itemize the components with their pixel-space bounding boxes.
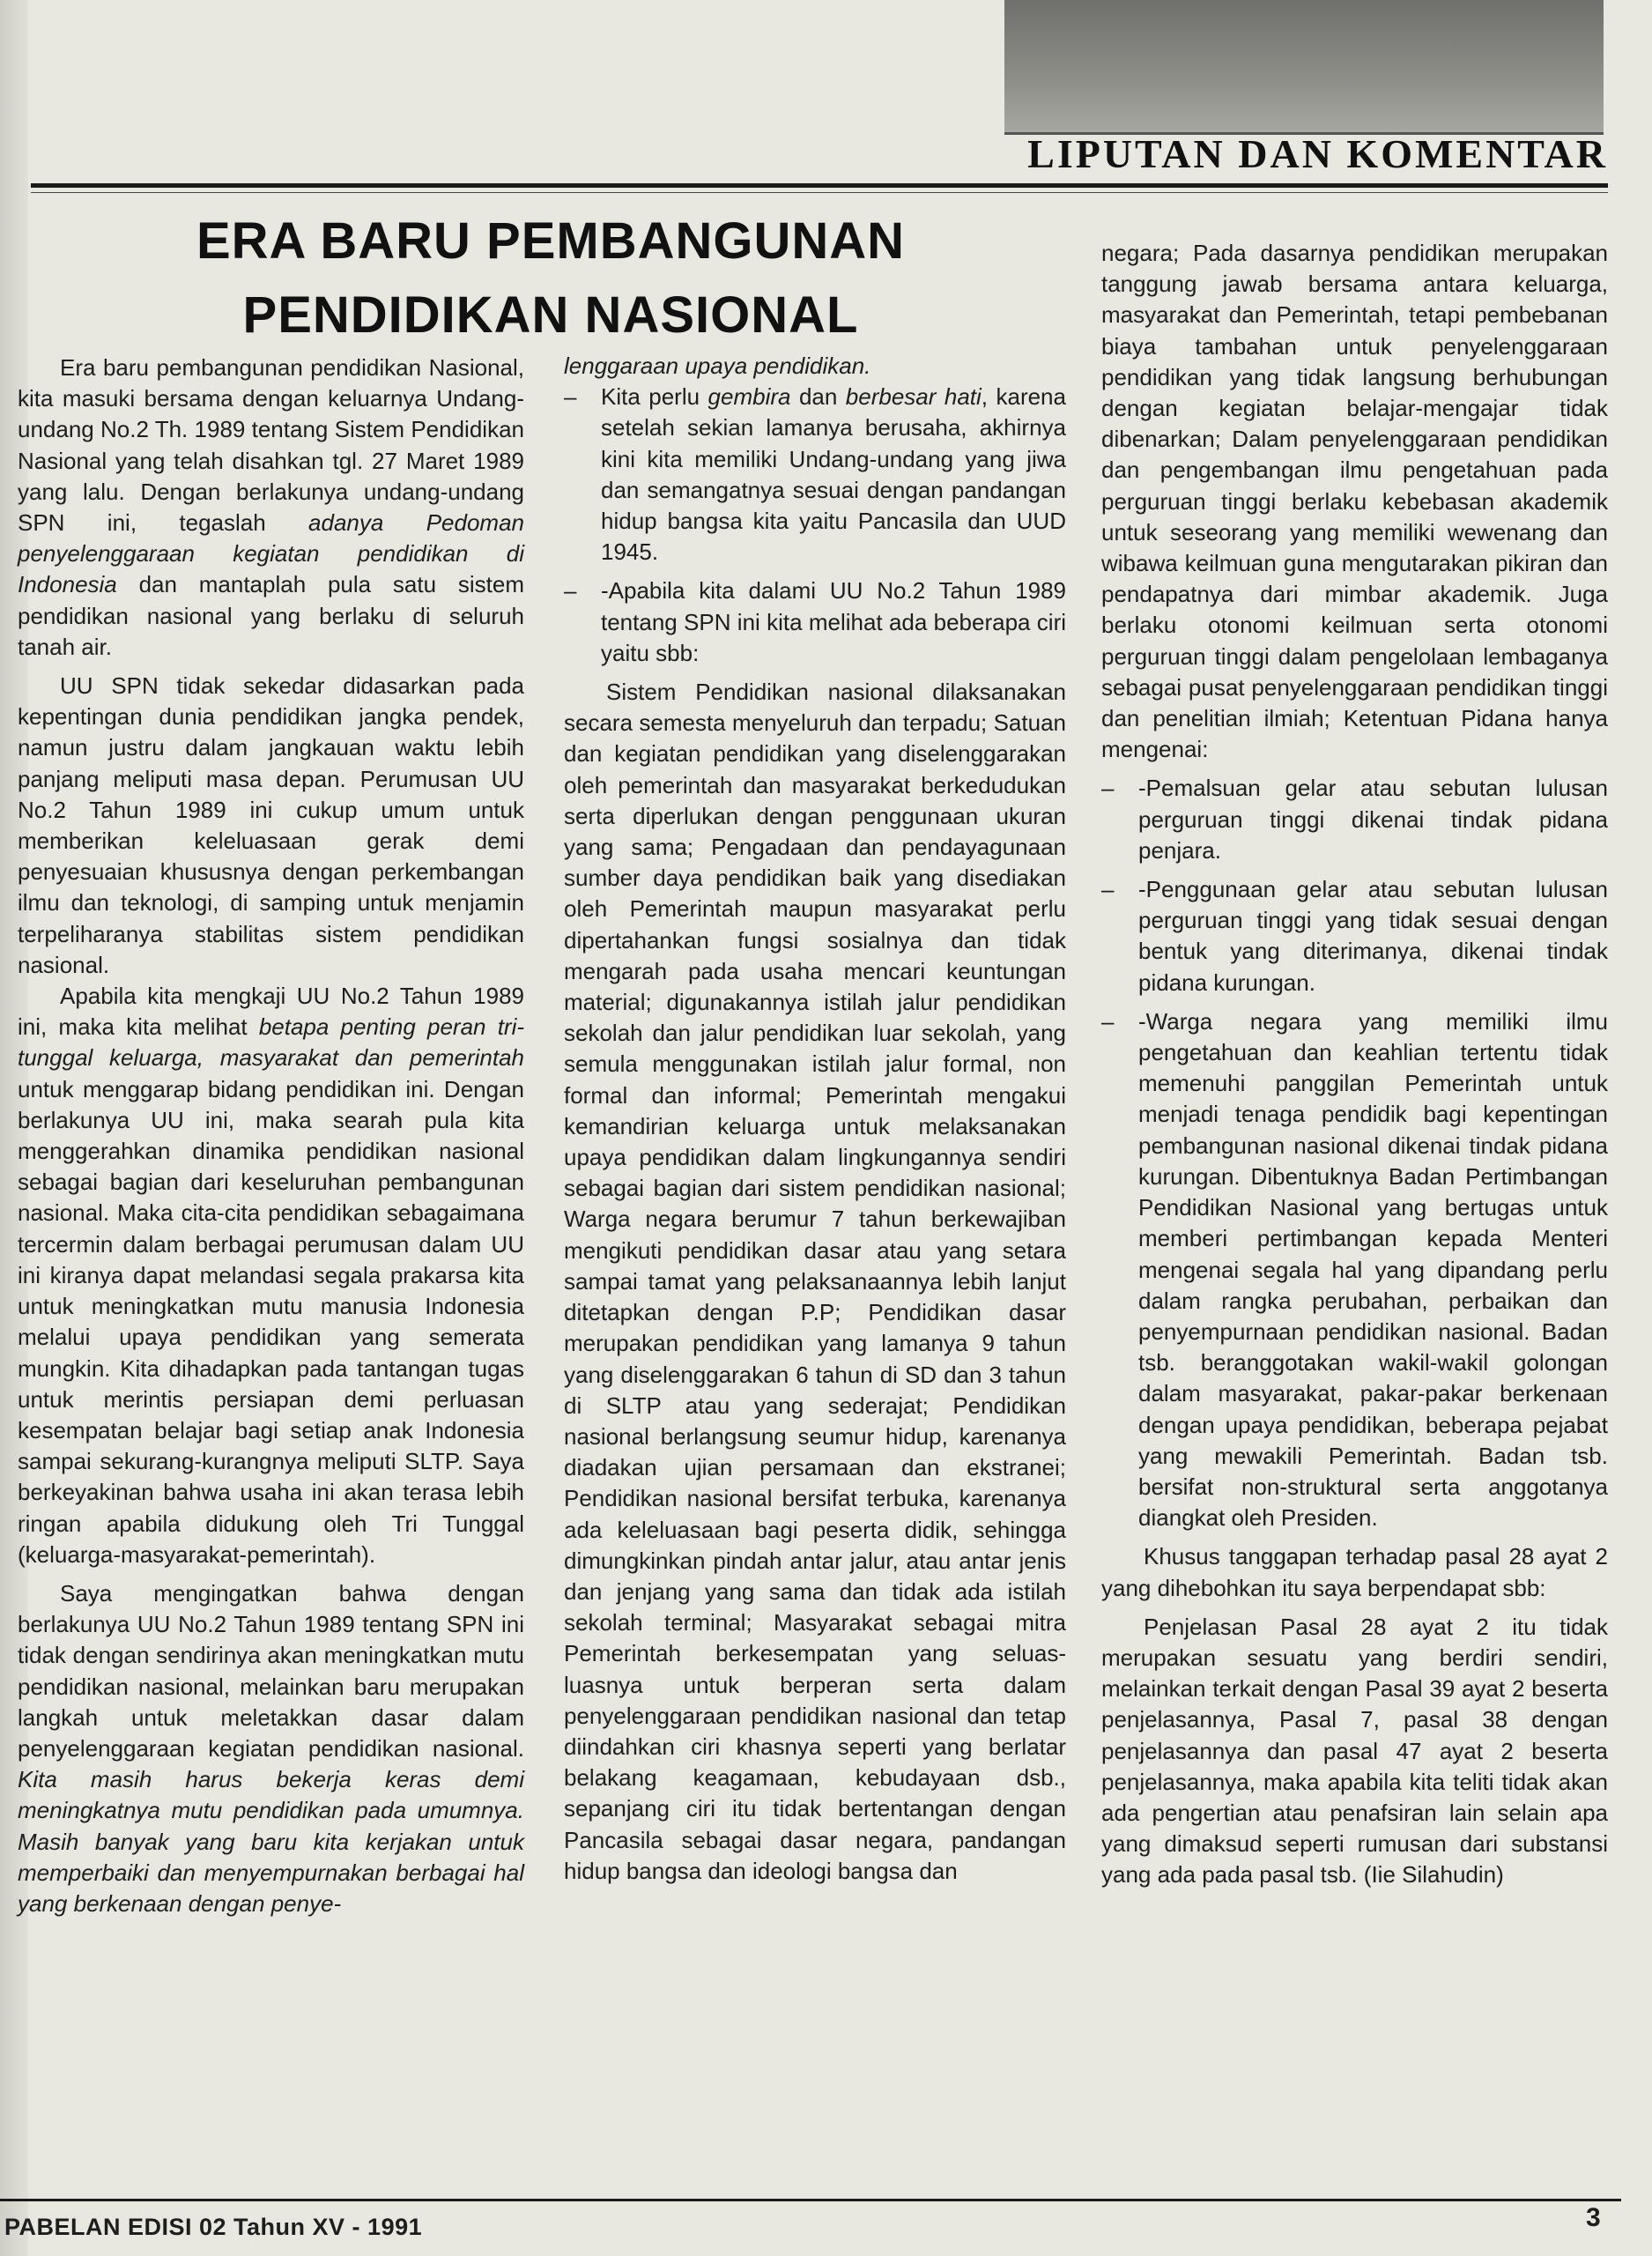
article-column-1: [18, 352, 524, 1919]
dash-bullet: –: [564, 577, 577, 605]
article-column-3: [1101, 238, 1608, 1891]
dash-bullet: –: [564, 383, 577, 411]
list-item: – -Apabila kita dalami UU No.2 Tahun 1989 tentang SPN ini kita melihat ada beberapa ciri yaitu sbb:: [564, 575, 1066, 669]
paragraph: Penjelasan Pasal 28 ayat 2 itu tidak merupakan sesuatu yang berdiri sendiri, melainkan terkait dengan Pasal 39 ayat 2 beserta penjelasannya, Pasal 7, pasal 38 dengan penjelasannya dan pasal 47 ayat 2 beserta penjelasannya, maka apabila kita teliti tidak akan ada pengertian atau penafsiran lain selain apa yang dimaksud seperti rumusan dari substansi yang ada pada pasal tsb. (Iie Silahudin): [1101, 1613, 1608, 1889]
list-item: – -Pemalsuan gelar atau sebutan lulusan perguruan tinggi dikenai tindak pidana penjara.: [1101, 773, 1608, 866]
footer-rule: [0, 2199, 1621, 2201]
publication-info: PABELAN EDISI 02 Tahun XV - 1991: [4, 2214, 423, 2240]
section-label: LIPUTAN DAN KOMENTAR: [1027, 131, 1608, 176]
dash-bullet: –: [1101, 1007, 1115, 1035]
paragraph: UU SPN tidak sekedar didasarkan pada kepentingan dunia pendidikan jangka pendek, namun justru dalam jangkauan waktu lebih panjang meliputi masa depan. Perumusan UU No.2 Tahun 1989 ini cukup umum untuk memberikan keleluasaan gerak demi penyesuaian khususnya dengan perkembangan ilmu dan teknologi, di samping untuk menjamin terpeliharanya stabilitas sistem pendidikan nasional.: [18, 672, 524, 978]
dash-bullet: –: [1101, 775, 1115, 802]
article-headline: [53, 204, 1048, 352]
headline-line-1: ERA BARU PEMBANGUNAN: [196, 212, 906, 270]
paragraph: Khusus tanggapan terhadap pasal 28 ayat 2 yang dihebohkan itu saya berpendapat sbb:: [1101, 1543, 1608, 1601]
dash-bullet: –: [1101, 876, 1115, 903]
paragraph: Sistem Pendidikan nasional dilaksanakan secara semesta menyeluruh dan terpadu; Satuan dan kegiatan pendidikan yang diselenggarakan oleh pemerintah dan masyarakat berkedudukan serta diperlukan dengan penggunaan ukuran yang sama; Pengadaan dan pendayagunaan sumber daya pendidikan baik yang disediakan oleh Pemerintah maupun masyarakat perlu dipertahankan fungsi sosialnya dan tidak mengarah pada usaha mencari keuntungan material; digunakannya istilah jalur pendidikan sekolah dan jalur pendidikan luar sekolah, yang semula menggunakan istilah jalur formal, non formal dan informal; Pemerintah mengakui kemandirian keluarga untuk melaksanakan upaya pendidikan dalam lingkungannya sendiri sebagai bagian dari sistem pendidikan nasional; Warga negara berumur 7 tahun berkewajiban mengikuti pendidikan dasar atau yang setara sampai tamat yang pelaksanaannya lebih lanjut ditetapkan dengan P.P; Pendidikan dasar merupakan pendidikan yang lamanya 9 tahun yang diselenggarakan 6 tahun di SD dan 3 tahun di SLTP atau yang sederajat; Pendidikan nasional berlangsung seumur hidup, karenanya diadakan ujian persamaan dan ekstranei; Pendidikan nasional bersifat terbuka, karenanya ada keleluasaan bagi peserta didik, sehingga dimungkinkan pindah antar jalur, atau antar jenis dan jenjang yang sama dan tidak ada istilah sekolah terminal; Masyarakat sebagai mitra Pemerintah berkesempatan yang seluas- luasnya untuk berperan serta dalam penyelenggaraan pendidikan nasional dan tetap diindahkan ciri khasnya seperti yang berlatar belakang keagamaan, kebudayaan dsb., sepanjang ciri itu tidak bertentangan dengan Pancasila sebagai dasar negara, pandangan hidup bangsa dan ideologi bangsa dan: [564, 679, 1066, 1884]
paragraph: Apabila kita mengkaji UU No.2 Tahun 1989 ini, maka kita melihat betapa penting peran tri-tunggal keluarga, masyarakat dan pemerintah untuk menggarap bidang pendidikan ini. Dengan berlakunya UU ini, maka searah pula kita menggerahkan dinamika pendidikan nasional sebagai bagian dari keseluruhan pembangunan nasional. Maka cita-cita pendidikan sebagaimana tercermin dalam berbagai perumusan dalam UU ini kiranya dapat melandasi segala prakarsa kita untuk meningkatkan mutu manusia Indonesia melalui upaya pendidikan yang semerata mungkin. Kita dihadapkan pada tantangan tugas untuk merintis persiapan demi perluasan kesempatan belajar bagi setiap anak Indonesia sampai sekurang-kurangnya meliputi SLTP. Saya berkeyakinan bahwa usaha ini akan terasa lebih ringan apabila didukung oleh Tri Tunggal (keluarga-masyarakat-pemerintah).: [18, 983, 525, 1568]
list-item: – Kita perlu gembira dan berbesar hati, karena setelah sekian lamanya berusaha, akhirnya kini kita memiliki Undang-undang yang jiwa dan semangatnya sesuai dengan pandangan hidup bangsa kita yaitu Pancasila dan UUD 1945.: [564, 382, 1066, 568]
headline-line-2: PENDIDIKAN NASIONAL: [242, 286, 859, 344]
paragraph: Saya mengingatkan bahwa dengan berlakunya UU No.2 Tahun 1989 tentang SPN ini tidak dengan sendirinya akan meningkatkan mutu pendidikan nasional, melainkan baru merupakan langkah untuk meletakkan dasar dalam penyelenggaraan kegiatan pendidikan nasional. Kita masih harus bekerja keras demi meningkatnya mutu pendidikan pada umumnya. Masih banyak yang baru kita kerjakan untuk memperbaiki dan menyempurnakan berbagai hal yang berkenaan dengan penye-: [18, 1579, 524, 1917]
paragraph: negara; Pada dasarnya pendidikan merupakan tanggung jawab bersama antara keluarga, masyarakat dan Pemerintah, tetapi pembebanan biaya tambahan untuk penyelenggaraan pendidikan yang tidak langsung berhubungan dengan kegiatan belajar-mengajar tidak dibenarkan; Dalam penyelenggaraan pendidikan dan pengembangan ilmu pengetahuan pada perguruan tinggi berlaku kebebasan akademik untuk seseorang yang memiliki wewenang dan wibawa keilmuan guna mengutarakan pikiran dan pendapatnya dari mimbar akademik. Juga berlaku otonomi keilmuan serta otonomi perguruan tinggi dalam pengelolaan lembaganya sebagai pusat penyelenggaraan pendidikan tinggi dan penelitian ilmiah; Ketentuan Pidana hanya mengenai:: [1101, 240, 1608, 763]
paragraph: lenggaraan upaya pendidikan.: [564, 352, 871, 379]
article-column-2: [564, 351, 1066, 1887]
list-item: – -Penggunaan gelar atau sebutan lulusan perguruan tinggi yang tidak sesuai dengan bentuk yang diterimanya, dikenai tindak pidana kurungan.: [1101, 874, 1608, 998]
paragraph: Era baru pembangunan pendidikan Nasional, kita masuki bersama dengan keluarnya Undang-undang No.2 Th. 1989 tentang Sistem Pendidikan Nasional yang telah disahkan tgl. 27 Maret 1989 yang lalu. Dengan berlakunya undang-undang SPN ini, tegaslah adanya Pedoman penyelenggaraan kegiatan pendidikan di Indonesia dan mantaplah pula satu sistem pendidikan nasional yang berlaku di seluruh tanah air.: [18, 354, 524, 660]
header-rule-thin: [31, 192, 1608, 193]
header-photo: [1004, 0, 1604, 135]
header-rule: [31, 183, 1608, 188]
list-item: – -Warga negara yang memiliki ilmu pengetahuan dan keahlian tertentu tidak memenuhi panggilan Pemerintah untuk menjadi tenaga pendidik bagi kepentingan pembangunan nasional dikenai tindak pidana kurungan. Dibentuknya Badan Pertimbangan Pendidikan Nasional yang bertugas untuk memberi pertimbangan kepada Menteri mengenai segala hal yang dipandang perlu dalam rangka perubahan, perbaikan dan penyempurnaan pendidikan nasional. Badan tsb. beranggotakan wakil-wakil golongan dalam masyarakat, pakar-pakar berkenaan dengan upaya pendidikan, beberapa pejabat yang mewakili Pemerintah. Badan tsb. bersifat non-struktural serta anggotanya diangkat oleh Presiden.: [1101, 1006, 1608, 1533]
page-number: 3: [1586, 2203, 1601, 2232]
